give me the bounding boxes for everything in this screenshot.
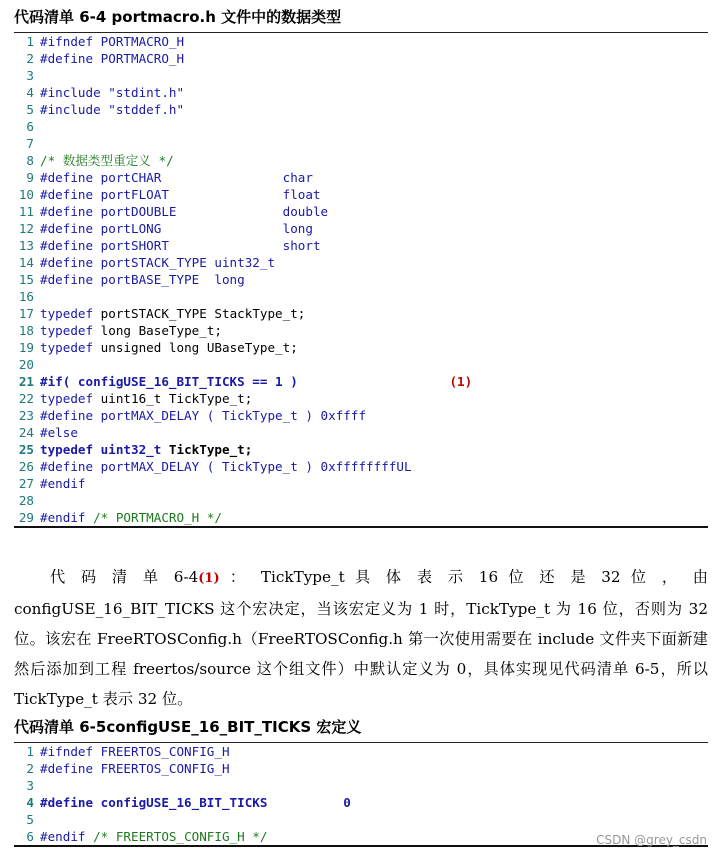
line-number: 10 <box>18 187 34 202</box>
code-line <box>14 390 708 407</box>
line-number: 3 <box>26 778 34 793</box>
code-token: /* 数据类型重定义 */ <box>40 153 174 168</box>
code-line <box>14 509 708 526</box>
paragraph-marker: (1) <box>198 571 220 586</box>
paragraph-text: ： TickType_t 具 体 表 示 16 位 还 是 32 位 ， 由 configUSE_16_BIT_TICKS 这个宏决定，当该宏定义为 1 时，TickType_t 为 16 位，否则为 32 位。该宏在 FreeRTOSConfig.h（FreeRTOSConfig.h 第一次使用需要在 include 文件夹下面新建然后添加到工程 freertos/source 这个组文件）中默认定义为 0，具体实现见代码清单 6-5，所以 TickType_t 表示 32 位。 <box>14 568 708 708</box>
code-line <box>14 84 708 101</box>
line-number: 15 <box>18 272 34 287</box>
code-line <box>14 475 708 492</box>
code-token: #ifndef PORTMACRO_H <box>40 34 185 49</box>
line-number: 1 <box>26 744 34 759</box>
code-line <box>14 271 708 288</box>
code-token: #define portMAX_DELAY ( TickType_t ) 0xffff <box>40 408 367 423</box>
code-line <box>14 237 708 254</box>
line-number: 14 <box>18 255 34 270</box>
code-line <box>14 67 708 84</box>
line-number: 27 <box>18 476 34 491</box>
code-token: #if( configUSE_16_BIT_TICKS == 1 ) <box>40 374 298 389</box>
code-line <box>14 101 708 118</box>
code-token: #endif <box>40 510 94 525</box>
line-number: 11 <box>18 204 34 219</box>
line-number: 22 <box>18 391 34 406</box>
code-line <box>14 760 708 777</box>
line-number: 26 <box>18 459 34 474</box>
code-line <box>14 152 708 169</box>
line-number: 29 <box>18 510 34 525</box>
line-number: 28 <box>18 493 34 508</box>
line-number: 2 <box>26 761 34 776</box>
code-token: unsigned long UBaseType_t; <box>100 340 298 355</box>
explanation-paragraph <box>14 562 708 714</box>
code-token: "stddef.h" <box>108 102 185 117</box>
watermark: CSDN @grey_csdn <box>596 833 707 847</box>
line-number: 21 <box>18 374 34 389</box>
listing-6-5-caption: 代码清单 6-5configUSE_16_BIT_TICKS 宏定义 <box>14 718 362 736</box>
code-token: #define configUSE_16_BIT_TICKS 0 <box>40 795 351 810</box>
listing-6-4-caption: 代码清单 6-4 portmacro.h 文件中的数据类型 <box>14 8 342 26</box>
code-token: #define portLONG long <box>40 221 313 236</box>
code-token: #define PORTMACRO_H <box>40 51 185 66</box>
line-number: 3 <box>26 68 34 83</box>
code-token: #endif <box>40 476 86 491</box>
code-line <box>14 407 708 424</box>
code-line <box>14 811 708 828</box>
line-number: 1 <box>26 34 34 49</box>
code-token: #include <box>40 102 109 117</box>
code-line <box>14 305 708 322</box>
code-token: "stdint.h" <box>108 85 185 100</box>
code-line <box>14 254 708 271</box>
code-token: portSTACK_TYPE StackType_t; <box>100 306 306 321</box>
line-number: 9 <box>26 170 34 185</box>
code-line <box>14 743 708 760</box>
listing-6-5-code <box>14 742 708 847</box>
line-number: 12 <box>18 221 34 236</box>
code-token: #define FREERTOS_CONFIG_H <box>40 761 230 776</box>
code-token: long BaseType_t; <box>100 323 222 338</box>
line-number: 18 <box>18 323 34 338</box>
listing-6-4-code <box>14 32 708 528</box>
line-number: 13 <box>18 238 34 253</box>
line-number: 4 <box>26 795 34 810</box>
line-number: 20 <box>18 357 34 372</box>
code-line <box>14 169 708 186</box>
code-token: #define portSTACK_TYPE uint32_t <box>40 255 276 270</box>
code-token: typedef <box>40 391 101 406</box>
line-number: 5 <box>26 812 34 827</box>
code-line <box>14 186 708 203</box>
code-line <box>14 492 708 509</box>
code-line <box>14 322 708 339</box>
code-token: #include <box>40 85 109 100</box>
code-token <box>298 374 450 389</box>
code-token: #define portFLOAT float <box>40 187 321 202</box>
code-line <box>14 424 708 441</box>
code-token: TickType_t; <box>168 442 253 457</box>
line-number: 16 <box>18 289 34 304</box>
line-number: 5 <box>26 102 34 117</box>
code-line <box>14 373 708 390</box>
line-number: 6 <box>26 829 34 844</box>
line-number: 8 <box>26 153 34 168</box>
code-token: #endif <box>40 829 94 844</box>
code-line <box>14 220 708 237</box>
line-number: 17 <box>18 306 34 321</box>
line-number: 25 <box>18 442 34 457</box>
line-number: 7 <box>26 136 34 151</box>
code-line <box>14 288 708 305</box>
code-line <box>14 339 708 356</box>
code-token: uint16_t TickType_t; <box>100 391 253 406</box>
paragraph-lead: 代 码 清 单 6-4 <box>50 568 199 586</box>
code-line <box>14 356 708 373</box>
code-line <box>14 33 708 50</box>
code-token: #define portMAX_DELAY ( TickType_t ) 0xffffffffUL <box>40 459 412 474</box>
code-token: #define portDOUBLE double <box>40 204 329 219</box>
code-token: #define portBASE_TYPE long <box>40 272 245 287</box>
code-token: /* FREERTOS_CONFIG_H */ <box>93 829 268 844</box>
code-token: typedef <box>40 306 101 321</box>
code-line <box>14 203 708 220</box>
code-line <box>14 50 708 67</box>
code-token: typedef <box>40 340 101 355</box>
code-line <box>14 794 708 811</box>
line-number: 2 <box>26 51 34 66</box>
code-token: typedef <box>40 323 101 338</box>
line-number: 6 <box>26 119 34 134</box>
code-token: #define portSHORT short <box>40 238 321 253</box>
line-number: 24 <box>18 425 34 440</box>
code-token: (1) <box>449 374 473 389</box>
code-token: #else <box>40 425 78 440</box>
code-line <box>14 777 708 794</box>
code-line <box>14 135 708 152</box>
code-token: #ifndef FREERTOS_CONFIG_H <box>40 744 230 759</box>
code-line <box>14 441 708 458</box>
line-number: 19 <box>18 340 34 355</box>
code-line <box>14 458 708 475</box>
code-line <box>14 118 708 135</box>
code-token: #define portCHAR char <box>40 170 313 185</box>
line-number: 23 <box>18 408 34 423</box>
line-number: 4 <box>26 85 34 100</box>
code-token: /* PORTMACRO_H */ <box>93 510 222 525</box>
code-token: typedef uint32_t <box>40 442 169 457</box>
